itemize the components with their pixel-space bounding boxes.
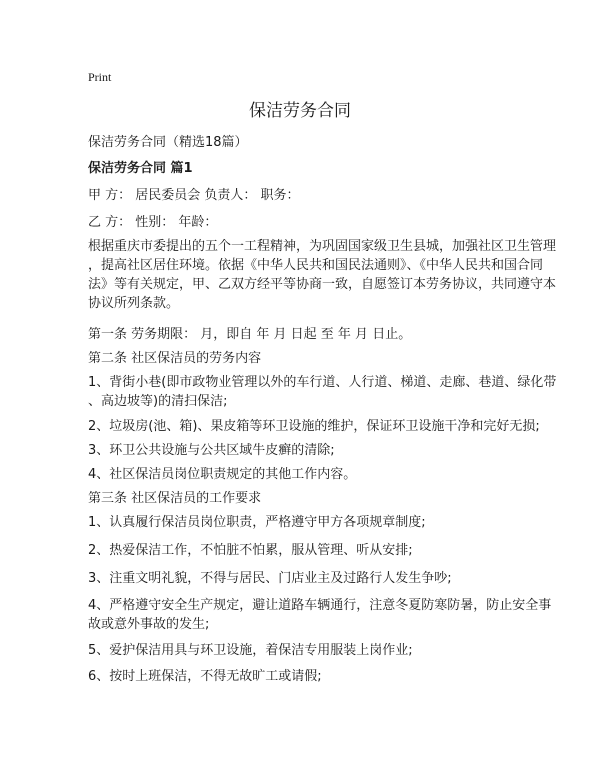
text-line: 第一条 劳务期限： 月，即自 年 月 日起 至 年 月 日止。: [88, 327, 412, 342]
text-line: 第三条 社区保洁员的工作要求: [88, 491, 262, 506]
text-line: 6、按时上班保洁，不得无故旷工或请假;: [88, 669, 322, 684]
text-line: 4、社区保洁员岗位职责规定的其他工作内容。: [88, 467, 357, 482]
preamble: [88, 237, 557, 313]
text-line: 、高边坡等)的清扫保洁;: [88, 394, 228, 409]
text-line: 4、严格遵守安全生产规定，避让道路车辆通行，注意冬夏防寒防暑，防止安全事: [88, 598, 552, 613]
article-2-item-3: [88, 441, 528, 460]
section-heading: [88, 159, 528, 178]
text-line: 乙 方： 性别： 年龄：: [88, 215, 218, 230]
text-line: 保洁劳务合同（精选18篇）: [88, 135, 248, 150]
print-label: Print: [88, 70, 112, 84]
text-line: 2、垃圾房(池、箱)、果皮箱等环卫设施的维护，保证环卫设施干净和完好无损;: [88, 419, 540, 434]
text-line: 5、爱护保洁用具与环卫设施，着保洁专用服装上岗作业;: [88, 643, 413, 658]
text-line: 3、注重文明礼貌，不得与居民、门店业主及过路行人发生争吵;: [88, 571, 452, 586]
article-2-item-2: [88, 417, 540, 436]
article-2-item-1: [88, 373, 557, 411]
article-3-item-2: [88, 541, 528, 560]
article-3-item-5: [88, 641, 528, 660]
text-line: 甲 方： 居民委员会 负责人： 职务：: [88, 188, 300, 203]
text-line: 保洁劳务合同 篇1: [88, 161, 193, 176]
party-a: [88, 186, 528, 205]
text-line: ，提高社区居住环境。依据《中华人民共和国民法通则》、《中华人民共和国合同: [88, 258, 544, 273]
article-3-item-6: [88, 667, 528, 686]
text-line: 1、认真履行保洁员岗位职责，严格遵守甲方各项规章制度;: [88, 515, 426, 530]
party-b: [88, 213, 528, 232]
text-line: 协议所列条款。: [88, 296, 180, 311]
article-3-item-4: [88, 596, 552, 634]
article-2-heading: [88, 349, 528, 368]
article-3-heading: [88, 489, 528, 508]
article-2-item-4: [88, 465, 528, 484]
subtitle: [88, 133, 528, 152]
text-line: 根据重庆市委提出的五个一工程精神，为巩固国家级卫生县城，加强社区卫生管理: [88, 239, 557, 254]
text-line: 故或意外事故的发生;: [88, 617, 210, 632]
text-line: 法》等有关规定，甲、乙双方经平等协商一致，自愿签订本劳务协议，共同遵守本: [88, 277, 557, 292]
text-line: 1、背街小巷(即市政物业管理以外的车行道、人行道、梯道、走廊、巷道、绿化带: [88, 375, 557, 390]
document-title: 保洁劳务合同: [249, 101, 351, 121]
article-3-item-1: [88, 513, 528, 532]
text-line: 第二条 社区保洁员的劳务内容: [88, 351, 262, 366]
article-3-item-3: [88, 569, 528, 588]
text-line: 3、环卫公共设施与公共区域牛皮癣的清除;: [88, 443, 335, 458]
text-line: 2、热爱保洁工作，不怕脏不怕累，服从管理、听从安排;: [88, 543, 413, 558]
article-1: [88, 325, 528, 344]
